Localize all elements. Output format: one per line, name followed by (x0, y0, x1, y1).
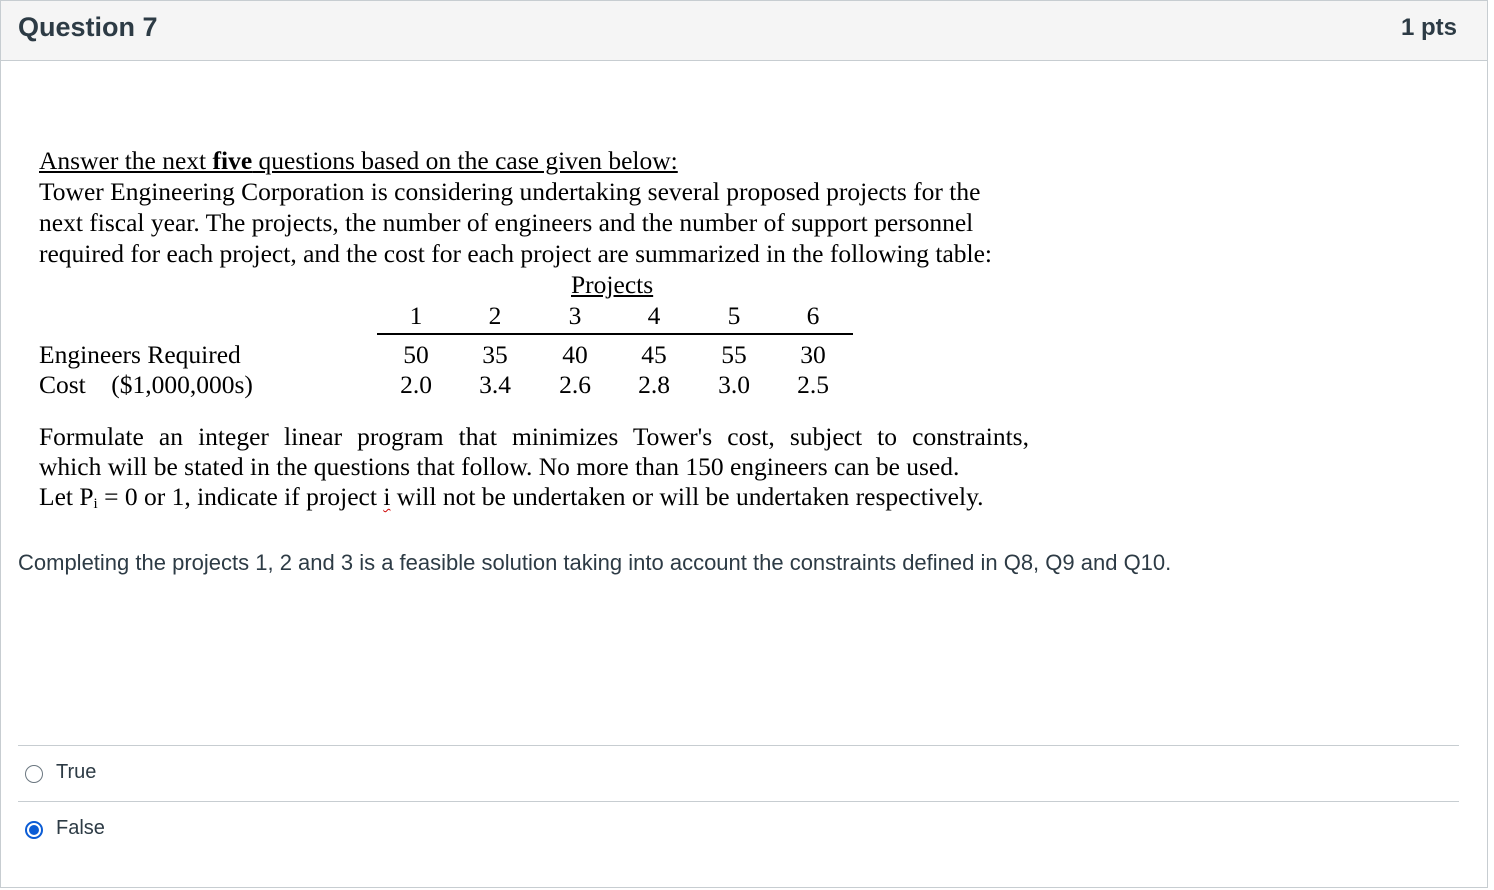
column-header: 5 (727, 301, 741, 330)
table-cell: 30 (800, 340, 826, 369)
column-header: 1 (409, 301, 423, 330)
case-line: Tower Engineering Corporation is considering undertaking several proposed projects for the (39, 177, 981, 206)
table-rule (377, 333, 853, 335)
formulation-line: Let $P_i = 0$ or 1, indicate if project i will not be undertaken or will be undertaken respectively. (39, 482, 984, 512)
answer-option-true[interactable] (18, 745, 1459, 801)
table-cell: 3.0 (718, 370, 750, 399)
question-header (1, 1, 1487, 61)
column-header: 6 (806, 301, 820, 330)
table-cell: 35 (482, 340, 508, 369)
case-line: required for each project, and the cost for each project are summarized in the following table: (39, 239, 993, 268)
table-cell: 40 (562, 340, 588, 369)
table-cell: 2.8 (638, 370, 670, 399)
row-label-engineers: Engineers Required (39, 340, 241, 369)
projects-table-title: Projects (571, 270, 654, 299)
question-title: Question 7 (18, 12, 158, 42)
case-line: next fiscal year. The projects, the number of engineers and the number of support personnel (39, 208, 974, 237)
row-label-cost: Cost ($1,000,000s) (39, 370, 253, 399)
column-header: 2 (488, 301, 502, 330)
case-intro: Answer the next five questions based on the case given below: (39, 146, 678, 175)
question-prompt: Completing the projects 1, 2 and 3 is a feasible solution taking into account the constraints defined in Q8, Q9 and Q10. (18, 550, 1172, 575)
table-cell: 2.6 (559, 370, 591, 399)
formulation-line: Formulate an integer linear program that minimizes Tower's cost, subject to constraints, (39, 422, 1029, 451)
table-cell: 55 (721, 340, 747, 369)
answer-option-false[interactable] (18, 801, 1459, 859)
table-cell: 3.4 (479, 370, 511, 399)
formulation-line: which will be stated in the questions that follow. No more than 150 engineers can be used. (39, 452, 960, 481)
case-description (39, 145, 1039, 399)
column-header: 4 (647, 301, 661, 330)
radio-button-selected[interactable] (25, 821, 43, 839)
formulation-text (39, 422, 1029, 519)
table-cell: 2.0 (400, 370, 432, 399)
table-cell: 50 (403, 340, 429, 369)
projects-table (39, 269, 1039, 399)
answer-list (18, 745, 1459, 859)
question-points: 1 pts (1400, 14, 1457, 41)
table-cell: 45 (641, 340, 667, 369)
table-cell: 2.5 (797, 370, 829, 399)
answer-label[interactable]: True (56, 761, 97, 783)
radio-button[interactable] (25, 765, 43, 783)
answer-label[interactable]: False (56, 817, 105, 839)
column-header: 3 (568, 301, 582, 330)
